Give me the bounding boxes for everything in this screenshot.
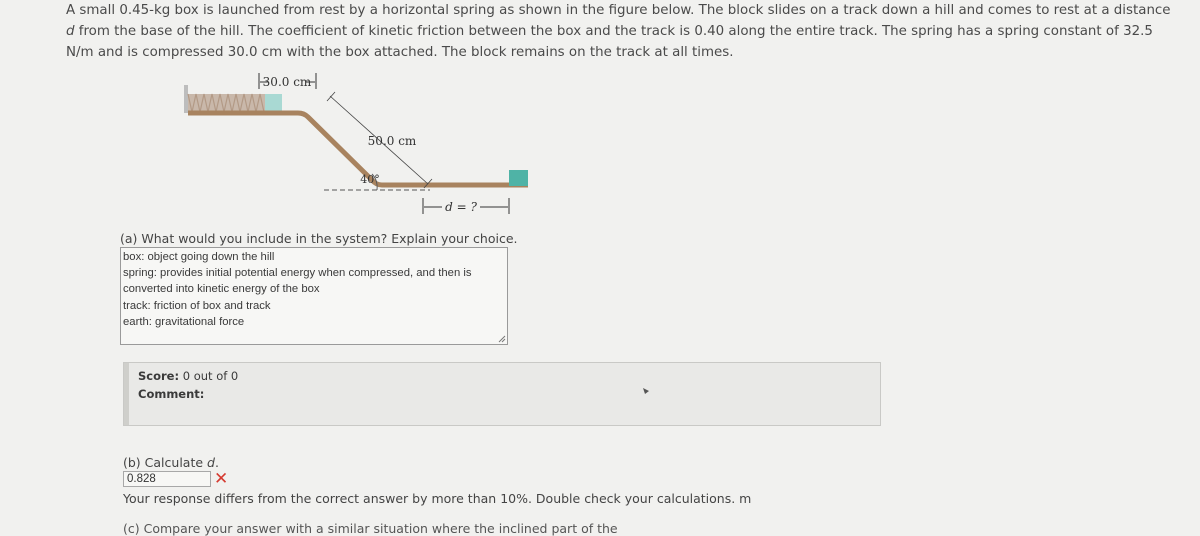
answer-line: track: friction of box and track [123,299,271,312]
problem-text-1: A small 0.45-kg box is launched from rest by a horizontal spring as shown in the figure below. The block slides on a track down a hill and comes to rest at a distance [66,3,1171,18]
answer-line: spring: provides initial potential energy when compressed, and then is [123,267,472,280]
box-end [509,170,528,186]
spring [188,94,266,112]
part-b-answer-input[interactable]: 0.828 [123,471,211,487]
compression-label: 30.0 cm [262,75,312,89]
wall [184,85,188,113]
answer-line: converted into kinetic energy of the box [123,283,320,296]
score-label: Score: [138,369,180,383]
cursor-arrow-icon [643,388,649,394]
box-start [265,94,282,112]
part-b-var: d [207,455,215,470]
part-b-suffix: . [214,455,219,470]
wrong-x-icon: ✕ [214,469,229,489]
track [188,113,528,185]
score-value: 0 out of 0 [182,369,239,383]
angle-label: 40° [360,173,380,186]
score-panel-accent-bar [124,363,129,425]
part-b-question [123,455,219,470]
score-line [138,369,238,383]
comment-label: Comment: [138,387,205,401]
part-b-prefix: (b) Calculate [123,455,208,470]
resize-handle-icon[interactable] [498,335,506,343]
comment-line [138,387,204,401]
score-panel [123,362,881,426]
answer-line: earth: gravitational force [123,315,245,328]
part-a-question: (a) What would you include in the system? Explain your choice. [120,231,518,246]
problem-var-d: d [66,24,75,39]
part-c-question: (c) Compare your answer with a similar situation where the inclined part of the [123,521,618,536]
problem-text-2: from the base of the hill. The coefficient of kinetic friction between the box and the track is 0.40 along the entire track. The spring has a spring constant of 32.5 N/m and is compressed 30.0 cm with the box attached. The block remains on the track at all times. [66,24,1153,60]
incline-label: 50.0 cm [367,134,417,148]
distance-label: d = ? [445,200,477,214]
part-b-feedback: Your response differs from the correct answer by more than 10%. Double check your calculations. m [123,491,752,506]
part-a-answer-textarea[interactable] [120,247,508,345]
answer-line: box: object going down the hill [123,251,275,263]
